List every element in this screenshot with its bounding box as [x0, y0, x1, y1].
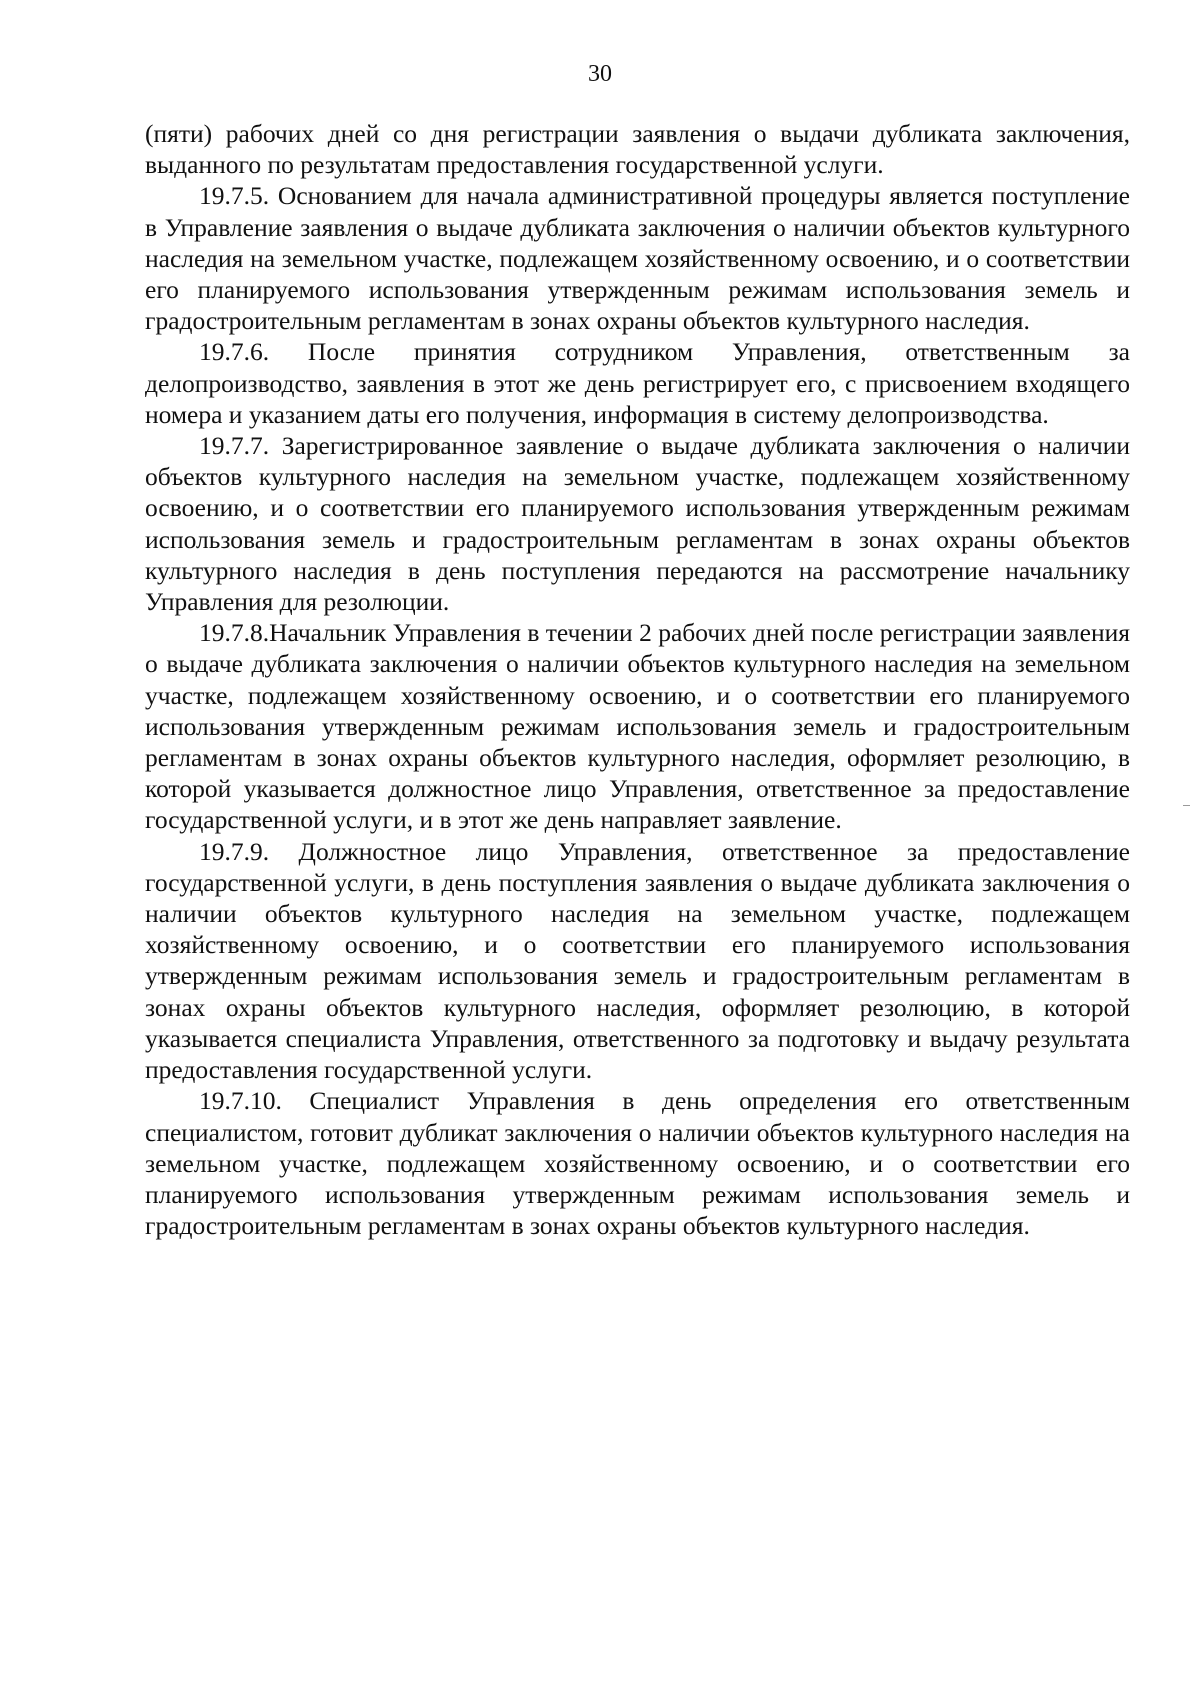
paragraph-19-7-9: 19.7.9. Должностное лицо Управления, ответственное за предоставление государственной услуги, в день поступления заявления о выдаче дубликата заключения о наличии объектов культурного наследия на земельном участке, подлежащем хозяйственному освоению, и о соответствии его планируемого использования утвержденным режимам использования земель и градостроительным регламентам в зонах охраны объектов культурного наследия, оформляет резолюцию, в которой указывается специалиста Управления, ответственного за подготовку и выдачу результата предоставления государственной услуги.	[145, 836, 1130, 1085]
page-number: 30	[588, 61, 612, 87]
paragraph-19-7-10: 19.7.10. Специалист Управления в день определения его ответственным специалистом, готовит дубликат заключения о наличии объектов культурного наследия на земельном участке, подлежащем хозяйственному освоению, и о соответствии его планируемого использования утвержденным режимам использования земель и градостроительным регламентам в зонах охраны объектов культурного наследия.	[145, 1086, 1130, 1241]
paragraph-19-7-5: 19.7.5. Основанием для начала административной процедуры является поступление в Управление заявления о выдаче дубликата заключения о наличии объектов культурного наследия на земельном участке, подлежащем хозяйственному освоению, и о соответствии его планируемого использования утвержденным режимам использования земель и градостроительным регламентам в зонах охраны объектов культурного наследия.	[145, 181, 1130, 336]
paragraph-19-7-6: 19.7.6. После принятия сотрудником Управления, ответственным за делопроизводство, заявления в этот же день регистрирует его, с присвоением входящего номера и указанием даты его получения, информация в систему делопроизводства.	[145, 337, 1130, 429]
document-body	[145, 118, 1130, 1241]
scan-margin-mark	[1183, 805, 1190, 806]
paragraph-continuation: (пяти) рабочих дней со дня регистрации заявления о выдачи дубликата заключения, выданного по результатам предоставления государственной услуги.	[145, 119, 1130, 180]
paragraph-19-7-7: 19.7.7. Зарегистрированное заявление о выдаче дубликата заключения о наличии объектов культурного наследия на земельном участке, подлежащем хозяйственному освоению, и о соответствии его планируемого использования утвержденным режимам использования земель и градостроительным регламентам в зонах охраны объектов культурного наследия в день поступления передаются на рассмотрение начальнику Управления для резолюции.	[145, 431, 1130, 617]
paragraph-19-7-8: 19.7.8.Начальник Управления в течении 2 рабочих дней после регистрации заявления о выдаче дубликата заключения о наличии объектов культурного наследия на земельном участке, подлежащем хозяйственному освоению, и о соответствии его планируемого использования утвержденным режимам использования земель и градостроительным регламентам в зонах охраны объектов культурного наследия, оформляет резолюцию, в которой указывается должностное лицо Управления, ответственное за предоставление государственной услуги, и в этот же день направляет заявление.	[145, 618, 1130, 835]
